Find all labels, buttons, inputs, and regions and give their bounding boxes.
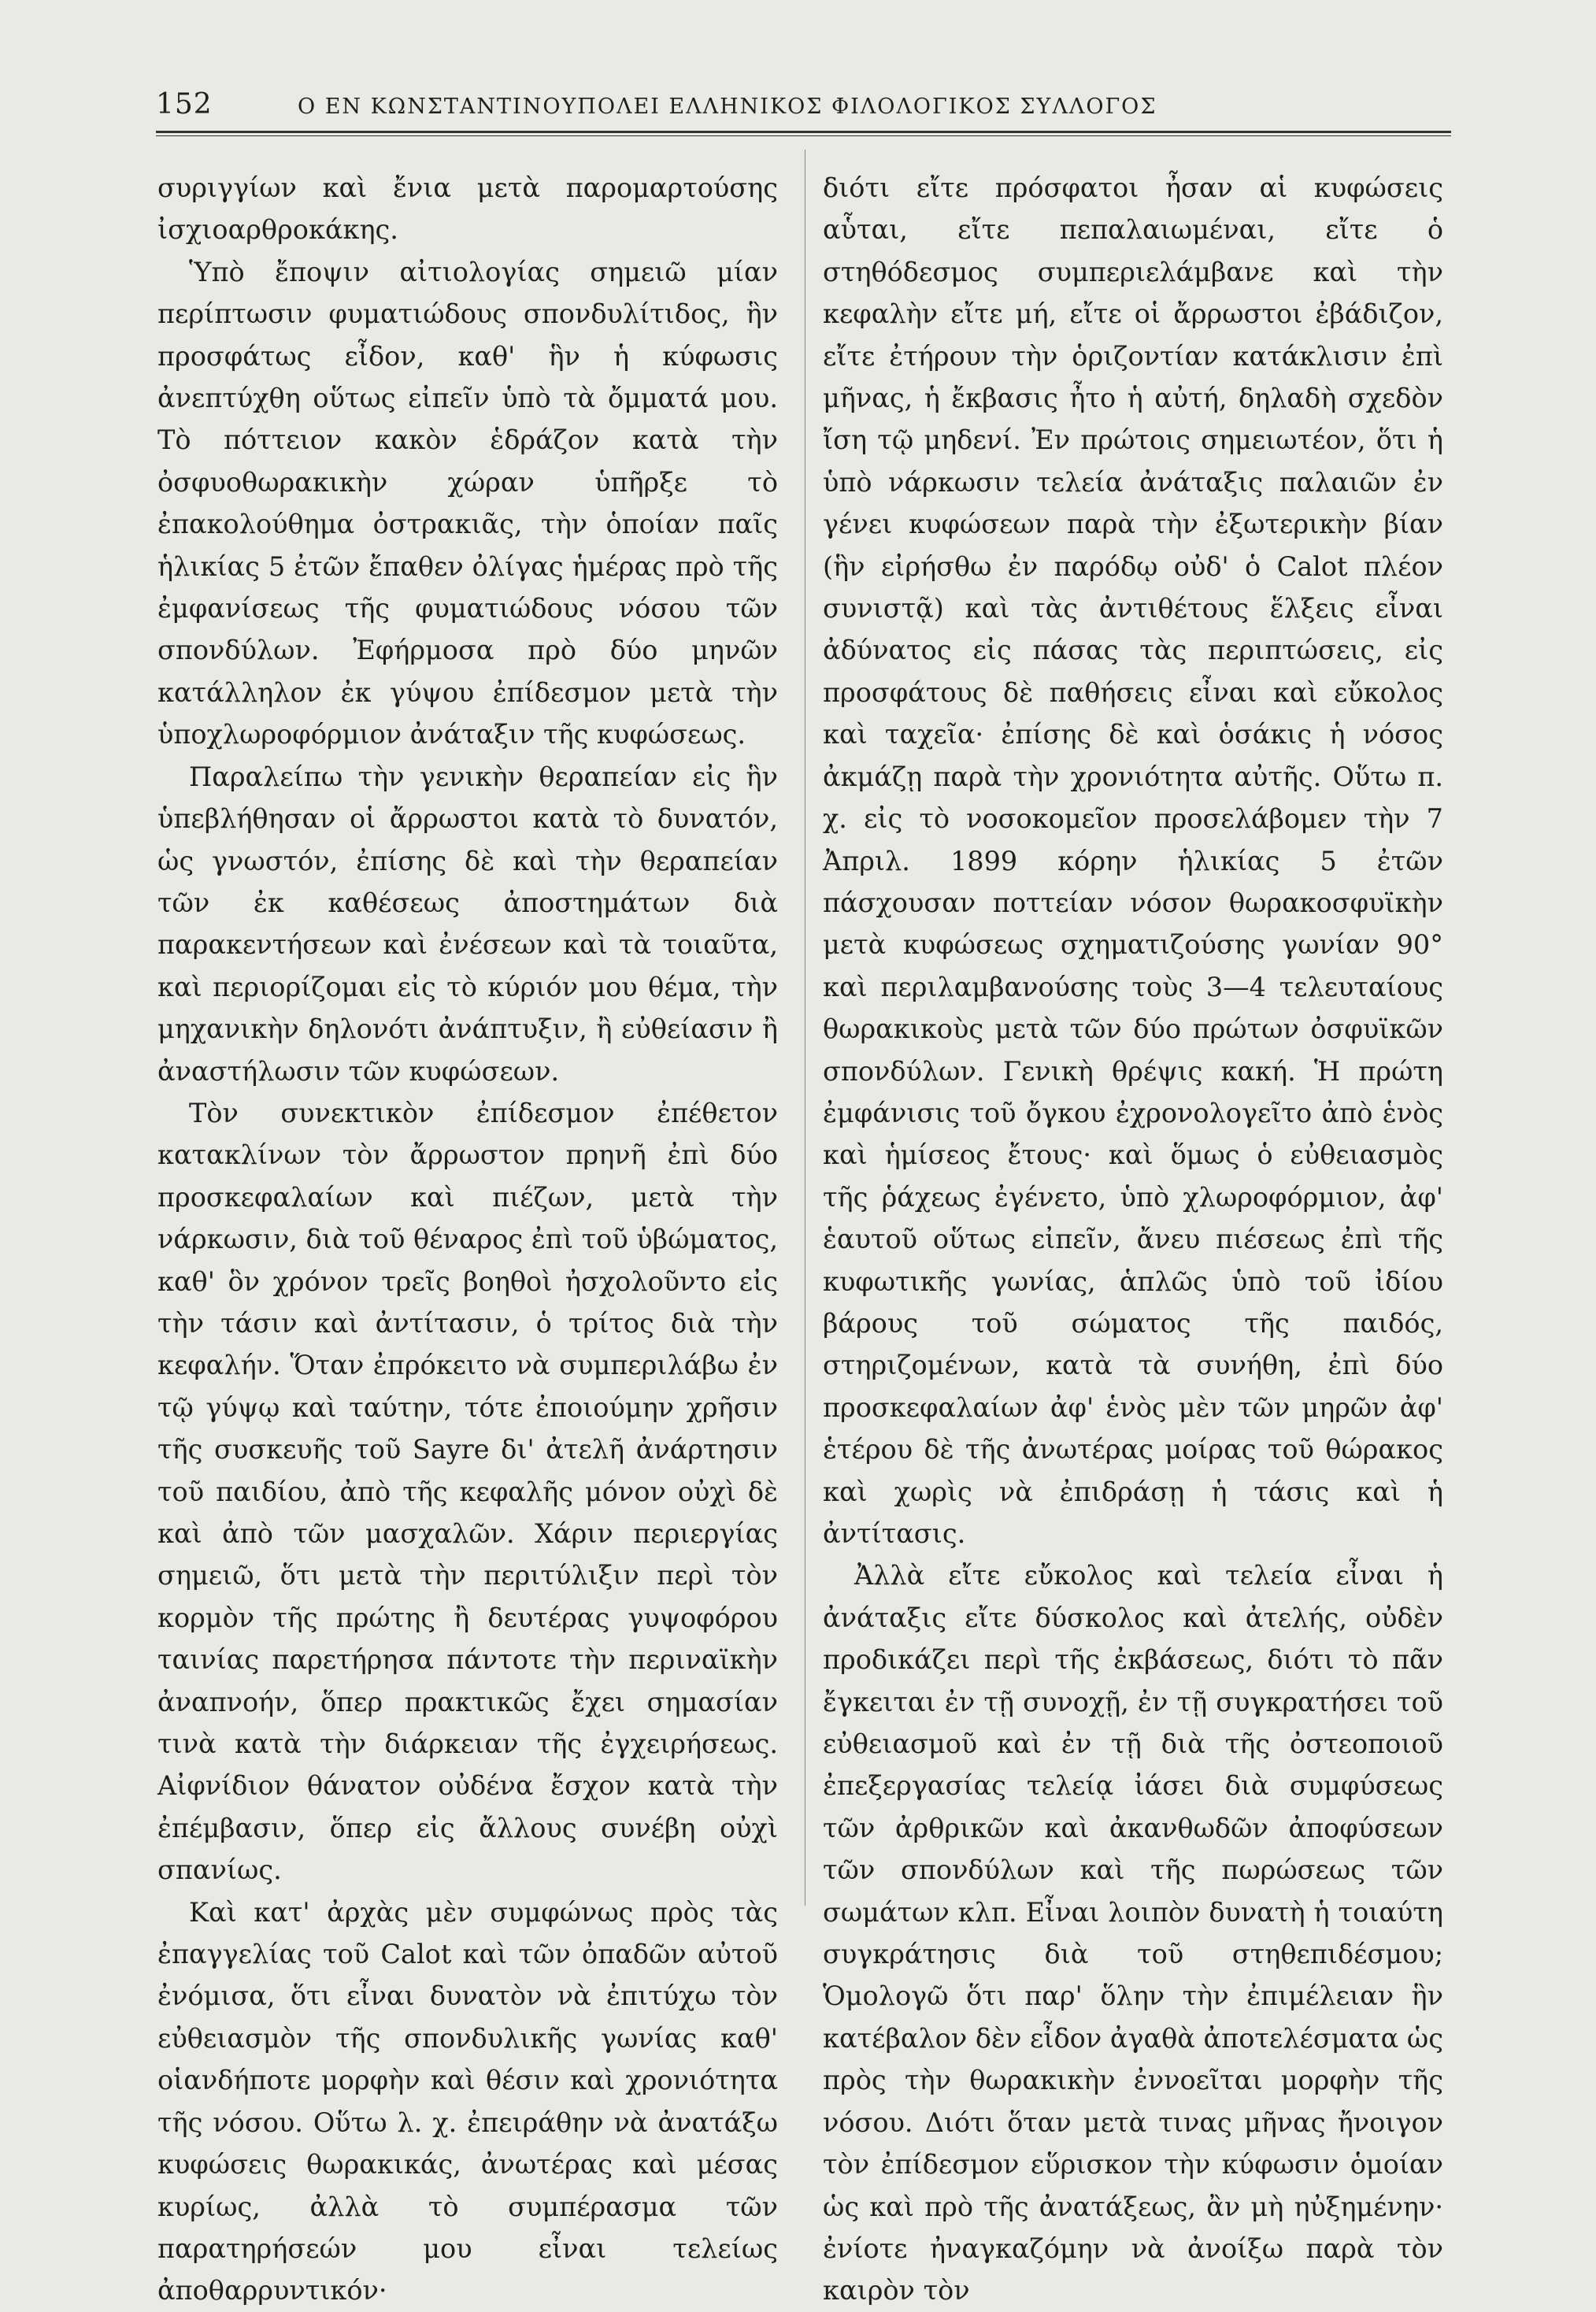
page-header	[156, 79, 1449, 126]
right-column	[823, 167, 1443, 2312]
paragraph: διότι εἴτε πρόσφατοι ἦσαν αἱ κυφώσεις αὗται, εἴτε πεπαλαιωμέναι, εἴτε ὁ στηθόδεσμος συμπεριελάμβανε καὶ τὴν κεφαλὴν εἴτε μή, εἴτε οἱ ἄρρωστοι ἐβάδιζον, εἴτε ἐτήρουν τὴν ὁριζοντίαν κατάκλισιν ἐπὶ μῆνας, ἡ ἔκβασις ἦτο ἡ αὐτή, δηλαδὴ σχεδὸν ἴση τῷ μηδενί. Ἐν πρώτοις σημειωτέον, ὅτι ἡ ὑπὸ νάρκωσιν τελεία ἀνάταξις παλαιῶν ἐν γένει κυφώσεων παρὰ τὴν ἐξωτερικὴν βίαν (ἣν εἰρήσθω ἐν παρόδῳ οὐδ' ὁ Calot πλέον συνιστᾷ) καὶ τὰς ἀντιθέτους ἕλξεις εἶναι ἀδύνατος εἰς πάσας τὰς περιπτώσεις, εἰς προσφάτους δὲ παθήσεις εἶναι καὶ εὔκολος καὶ ταχεῖα· ἐπίσης δὲ καὶ ὁσάκις ἡ νόσος ἀκμάζῃ παρὰ τὴν χρονιότητα αὐτῆς. Οὕτω π. χ. εἰς τὸ νοσοκομεῖον προσελάβομεν τὴν 7 Ἀπριλ. 1899 κόρην ἡλικίας 5 ἐτῶν πάσχουσαν ποττείαν νόσον θωρακοσφυϊκὴν μετὰ κυφώσεως σχηματιζούσης γωνίαν 90° καὶ περιλαμβανούσης τοὺς 3—4 τελευταίους θωρακικοὺς μετὰ τῶν δύο πρώτων ὀσφυϊκῶν σπονδύλων. Γενικὴ θρέψις κακή. Ἡ πρώτη ἐμφάνισις τοῦ ὄγκου ἐχρονολογεῖτο ἀπὸ ἑνὸς καὶ ἡμίσεος ἔτους· καὶ ὅμως ὁ εὐθειασμὸς τῆς ῥάχεως ἐγένετο, ὑπὸ χλωροφόρμιον, ἀφ' ἑαυτοῦ οὕτως εἰπεῖν, ἄνευ πιέσεως ἐπὶ τῆς κυφωτικῆς γωνίας, ἁπλῶς ὑπὸ τοῦ ἰδίου βάρους τοῦ σώματος τῆς παιδός, στηριζομένων, κατὰ τὰ συνήθη, ἐπὶ δύο προσκεφαλαίων ἀφ' ἑνὸς μὲν τῶν μηρῶν ἀφ' ἑτέρου δὲ τῆς ἀνωτέρας μοίρας τοῦ θώρακος καὶ χωρὶς νὰ ἐπιδράσῃ ἡ τάσις καὶ ἡ ἀντίτασις.	[823, 172, 1443, 1549]
paragraph: Ἀλλὰ εἴτε εὔκολος καὶ τελεία εἶναι ἡ ἀνάταξις εἴτε δύσκολος καὶ ἀτελής, οὐδὲν προδικάζει περὶ τῆς ἐκβάσεως, διότι τὸ πᾶν ἔγκειται ἐν τῇ συνοχῇ, ἐν τῇ συγκρατήσει τοῦ εὐθειασμοῦ καὶ ἐν τῇ διὰ τῆς ὀστεοποιοῦ ἐπεξεργασίας τελείᾳ ἰάσει διὰ συμφύσεως τῶν ἀρθρικῶν καὶ ἀκανθωδῶν ἀποφύσεων τῶν σπονδύλων καὶ τῆς πωρώσεως τῶν σωμάτων κλπ. Εἶναι λοιπὸν δυνατὴ ἡ τοιαύτη συγκράτησις διὰ τοῦ στηθεπιδέσμου; Ὁμολογῶ ὅτι παρ' ὅλην τὴν ἐπιμέλειαν ἣν κατέβαλον δὲν εἶδον ἀγαθὰ ἀποτελέσματα ὡς πρὸς τὴν θωρακικὴν ἐννοεῖται μορφὴν τῆς νόσου. Διότι ὅταν μετὰ τινας μῆνας ἤνοιγον τὸν ἐπίδεσμον εὕρισκον τὴν κύφωσιν ὁμοίαν ὡς καὶ πρὸ τῆς ἀνατάξεως, ἂν μὴ ηὐξημένην· ἐνίοτε ἠναγκαζόμην νὰ ἀνοίξω παρὰ τὸν καιρὸν τὸν	[823, 1560, 1443, 2306]
paragraph: Καὶ κατ' ἀρχὰς μὲν συμφώνως πρὸς τὰς ἐπαγγελίας τοῦ Calot καὶ τῶν ὀπαδῶν αὐτοῦ ἐνόμισα, ὅτι εἶναι δυνατὸν νὰ ἐπιτύχω τὸν εὐθειασμὸν τῆς σπονδυλικῆς γωνίας καθ' οἱανδήποτε μορφὴν καὶ θέσιν καὶ χρονιότητα τῆς νόσου. Οὕτω λ. χ. ἐπειράθην νὰ ἀνατάξω κυφώσεις θωρακικάς, ἀνωτέρας καὶ μέσας κυρίως, ἀλλὰ τὸ συμπέρασμα τῶν παρατηρήσεών μου εἶναι τελείως ἀποθαρρυντικόν·	[157, 1896, 778, 2306]
header-rule	[156, 131, 1451, 136]
paragraph: συριγγίων καὶ ἔνια μετὰ παρομαρτούσης ἰσχιοαρθροκάκης.	[157, 172, 778, 246]
left-column	[157, 167, 778, 2312]
paragraph: Ὑπὸ ἔποψιν αἰτιολογίας σημειῶ μίαν περίπτωσιν φυματιώδους σπονδυλίτιδος, ἣν προσφάτως εἶδον, καθ' ἣν ἡ κύφωσις ἀνεπτύχθη οὕτως εἰπεῖν ὑπὸ τὰ ὄμματά μου. Τὸ πόττειον κακὸν ἑδράζον κατὰ τὴν ὀσφυοθωρακικὴν χώραν ὑπῆρξε τὸ ἐπακολούθημα ὀστρακιᾶς, τὴν ὁποίαν παῖς ἡλικίας 5 ἐτῶν ἔπαθεν ὀλίγας ἡμέρας πρὸ τῆς ἐμφανίσεως τῆς φυματιώδους νόσου τῶν σπονδύλων. Ἐφήρμοσα πρὸ δύο μηνῶν κατάλληλον ἐκ γύψου ἐπίδεσμον μετὰ τὴν ὑποχλωροφόρμιον ἀνάταξιν τῆς κυφώσεως.	[157, 256, 778, 750]
page-number: 152	[156, 88, 213, 120]
paragraph: Τὸν συνεκτικὸν ἐπίδεσμον ἐπέθετον κατακλίνων τὸν ἄρρωστον πρηνῆ ἐπὶ δύο προσκεφαλαίων καὶ πιέζων, μετὰ τὴν νάρκωσιν, διὰ τοῦ θέναρος ἐπὶ τοῦ ὑβώματος, καθ' ὃν χρόνον τρεῖς βοηθοὶ ἠσχολοῦντο εἰς τὴν τάσιν καὶ ἀντίτασιν, ὁ τρίτος διὰ τὴν κεφαλήν. Ὅταν ἐπρόκειτο νὰ συμπεριλάβω ἐν τῷ γύψῳ καὶ ταύτην, τότε ἐποιούμην χρῆσιν τῆς συσκευῆς τοῦ Sayre δι' ἀτελῆ ἀνάρτησιν τοῦ παιδίου, ἀπὸ τῆς κεφαλῆς μόνον οὐχὶ δὲ καὶ ἀπὸ τῶν μασχαλῶν. Χάριν περιεργίας σημειῶ, ὅτι μετὰ τὴν περιτύλιξιν περὶ τὸν κορμὸν τῆς πρώτης ἢ δευτέρας γυψοφόρου ταινίας παρετήρησα πάντοτε τὴν περιναϊκὴν ἀναπνοήν, ὅπερ πρακτικῶς ἔχει σημασίαν τινὰ κατὰ τὴν διάρκειαν τῆς ἐγχειρήσεως. Αἰφνίδιον θάνατον οὐδένα ἔσχον κατὰ τὴν ἐπέμβασιν, ὅπερ εἰς ἄλλους συνέβη οὐχὶ σπανίως.	[157, 1097, 778, 1886]
running-head: Ο ΕΝ ΚΩΝΣΤΑΝΤΙΝΟΥΠΟΛΕΙ ΕΛΛΗΝΙΚΟΣ ΦΙΛΟΛΟΓΙΚΟΣ ΣΥΛΛΟΓΟΣ	[298, 94, 1157, 119]
paragraph: Παραλείπω τὴν γενικὴν θεραπείαν εἰς ἣν ὑπεβλήθησαν οἱ ἄρρωστοι κατὰ τὸ δυνατόν, ὡς γνωστόν, ἐπίσης δὲ καὶ τὴν θεραπείαν τῶν ἐκ καθέσεως ἀποστημάτων διὰ παρακεντήσεων καὶ ἐνέσεων καὶ τὰ τοιαῦτα, καὶ περιορίζομαι εἰς τὸ κύριόν μου θέμα, τὴν μηχανικὴν δηλονότι ἀνάπτυξιν, ἢ εὐθείασιν ἢ ἀναστήλωσιν τῶν κυφώσεων.	[157, 761, 778, 1087]
